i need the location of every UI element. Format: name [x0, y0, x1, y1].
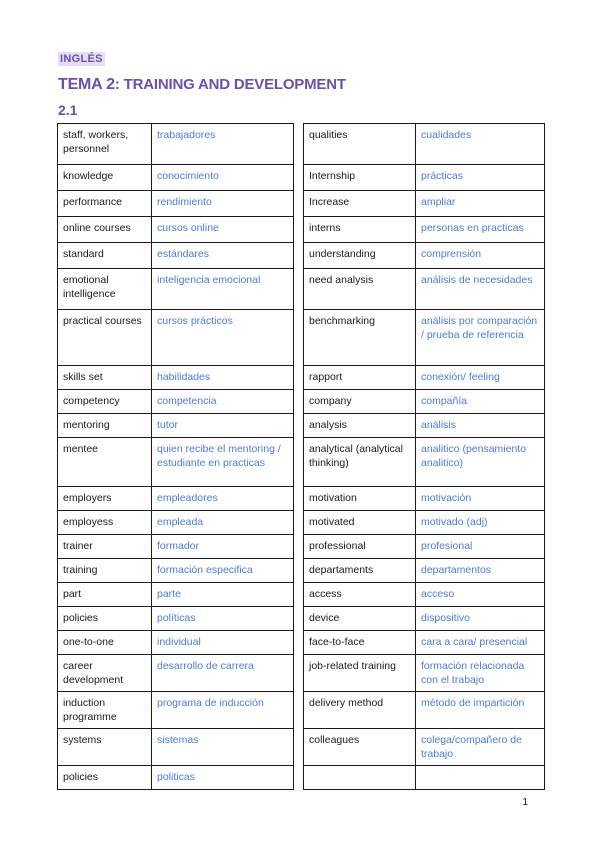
- vocab-row: [58, 414, 294, 438]
- english-term: departaments: [304, 559, 416, 583]
- english-term: competency: [58, 390, 152, 414]
- english-term: practical courses: [58, 310, 152, 366]
- spanish-translation: motivación: [416, 487, 545, 511]
- english-term: performance: [58, 191, 152, 217]
- vocab-row: [58, 191, 294, 217]
- english-term: analytical (analytical thinking): [304, 438, 416, 487]
- spanish-translation: cara a cara/ presencial: [416, 631, 545, 655]
- spanish-translation: prácticas: [416, 165, 545, 191]
- english-term: motivated: [304, 511, 416, 535]
- english-term: mentee: [58, 438, 152, 487]
- spanish-translation: desarrollo de carrera: [152, 655, 294, 692]
- english-term: company: [304, 390, 416, 414]
- vocab-row: [58, 535, 294, 559]
- spanish-translation: formador: [152, 535, 294, 559]
- spanish-translation: analitico (pensamiento analitico): [416, 438, 545, 487]
- vocab-row: [304, 165, 545, 191]
- spanish-translation: cursos prácticos: [152, 310, 294, 366]
- spanish-translation: cursos online: [152, 217, 294, 243]
- spanish-translation: conocimiento: [152, 165, 294, 191]
- english-term: policies: [58, 766, 152, 790]
- vocab-row: [304, 631, 545, 655]
- vocab-row: [304, 191, 545, 217]
- english-term: benchmarking: [304, 310, 416, 366]
- spanish-translation: método de impartición: [416, 692, 545, 729]
- spanish-translation: políticas: [152, 607, 294, 631]
- vocab-row: [58, 655, 294, 692]
- spanish-translation: politicas: [152, 766, 294, 790]
- spanish-translation: quien recibe el mentoring / estudiante en practicas: [152, 438, 294, 487]
- english-term: one-to-one: [58, 631, 152, 655]
- english-term: knowledge: [58, 165, 152, 191]
- spanish-translation: análisis: [416, 414, 545, 438]
- vocab-row: [58, 438, 294, 487]
- english-term: qualities: [304, 124, 416, 165]
- spanish-translation: sistemas: [152, 729, 294, 766]
- vocab-row: [304, 124, 545, 165]
- spanish-translation: programa de inducción: [152, 692, 294, 729]
- spanish-translation: individual: [152, 631, 294, 655]
- vocab-row: [304, 243, 545, 269]
- subject-label: INGLÉS: [60, 53, 103, 65]
- english-term: career development: [58, 655, 152, 692]
- page-number: 1: [522, 797, 528, 808]
- english-term: analysis: [304, 414, 416, 438]
- vocab-row: [58, 583, 294, 607]
- spanish-translation: departamentos: [416, 559, 545, 583]
- vocab-row: [58, 631, 294, 655]
- spanish-translation: análisis de necesidades: [416, 269, 545, 310]
- vocab-row: [304, 414, 545, 438]
- english-term: policies: [58, 607, 152, 631]
- english-term: systems: [58, 729, 152, 766]
- vocab-row: [304, 766, 545, 790]
- vocab-row: [58, 692, 294, 729]
- page-title: [58, 76, 346, 94]
- vocab-row: [58, 511, 294, 535]
- english-term: [304, 766, 416, 790]
- english-term: delivery method: [304, 692, 416, 729]
- vocab-row: [304, 729, 545, 766]
- spanish-translation: análisis por comparación / prueba de referencia: [416, 310, 545, 366]
- spanish-translation: estándares: [152, 243, 294, 269]
- english-term: rapport: [304, 366, 416, 390]
- vocab-row: [58, 729, 294, 766]
- spanish-translation: inteligencia emocional: [152, 269, 294, 310]
- english-term: job-related training: [304, 655, 416, 692]
- spanish-translation: habilidades: [152, 366, 294, 390]
- spanish-translation: motivado (adj): [416, 511, 545, 535]
- vocab-row: [58, 165, 294, 191]
- vocabulary-table-left: [57, 123, 294, 790]
- vocab-row: [58, 269, 294, 310]
- spanish-translation: rendimiento: [152, 191, 294, 217]
- spanish-translation: tutor: [152, 414, 294, 438]
- vocab-row: [58, 766, 294, 790]
- vocab-row: [304, 269, 545, 310]
- vocab-row: [58, 559, 294, 583]
- english-term: Increase: [304, 191, 416, 217]
- vocab-row: [58, 310, 294, 366]
- spanish-translation: comprensión: [416, 243, 545, 269]
- vocab-row: [304, 310, 545, 366]
- title-rest: : TRAINING AND DEVELOPMENT: [114, 76, 346, 93]
- english-term: mentoring: [58, 414, 152, 438]
- spanish-translation: empleada: [152, 511, 294, 535]
- spanish-translation: cualidades: [416, 124, 545, 165]
- english-term: skills set: [58, 366, 152, 390]
- english-term: employess: [58, 511, 152, 535]
- vocab-row: [58, 487, 294, 511]
- vocab-row: [58, 607, 294, 631]
- english-term: access: [304, 583, 416, 607]
- english-term: induction programme: [58, 692, 152, 729]
- section-number: 2.1: [58, 102, 78, 118]
- vocab-row: [304, 655, 545, 692]
- english-term: need analysis: [304, 269, 416, 310]
- vocab-row: [58, 390, 294, 414]
- title-lead: TEMA 2: [58, 76, 115, 93]
- vocab-row: [58, 217, 294, 243]
- spanish-translation: personas en practicas: [416, 217, 545, 243]
- vocab-row: [304, 583, 545, 607]
- english-term: training: [58, 559, 152, 583]
- english-term: device: [304, 607, 416, 631]
- english-term: trainer: [58, 535, 152, 559]
- spanish-translation: formación relacionada con el trabajo: [416, 655, 545, 692]
- english-term: understanding: [304, 243, 416, 269]
- english-term: emotional intelligence: [58, 269, 152, 310]
- vocab-row: [304, 438, 545, 487]
- spanish-translation: empleadores: [152, 487, 294, 511]
- spanish-translation: profesional: [416, 535, 545, 559]
- english-term: standard: [58, 243, 152, 269]
- english-term: online courses: [58, 217, 152, 243]
- english-term: face-to-face: [304, 631, 416, 655]
- vocab-row: [304, 692, 545, 729]
- vocab-row: [304, 511, 545, 535]
- spanish-translation: conexión/ feeling: [416, 366, 545, 390]
- spanish-translation: trabajadores: [152, 124, 294, 165]
- vocab-row: [304, 366, 545, 390]
- spanish-translation: compañía: [416, 390, 545, 414]
- spanish-translation: dispositivo: [416, 607, 545, 631]
- spanish-translation: acceso: [416, 583, 545, 607]
- vocab-row: [304, 607, 545, 631]
- spanish-translation: formación especifica: [152, 559, 294, 583]
- english-term: Internship: [304, 165, 416, 191]
- vocab-row: [304, 559, 545, 583]
- english-term: part: [58, 583, 152, 607]
- vocabulary-table-right: [303, 123, 545, 790]
- english-term: motivation: [304, 487, 416, 511]
- english-term: colleagues: [304, 729, 416, 766]
- vocab-row: [58, 124, 294, 165]
- spanish-translation: [416, 766, 545, 790]
- spanish-translation: ampliar: [416, 191, 545, 217]
- vocab-row: [304, 487, 545, 511]
- spanish-translation: colega/compañero de trabajo: [416, 729, 545, 766]
- spanish-translation: competencia: [152, 390, 294, 414]
- english-term: employers: [58, 487, 152, 511]
- vocab-row: [58, 243, 294, 269]
- vocab-row: [58, 366, 294, 390]
- vocab-row: [304, 217, 545, 243]
- vocab-row: [304, 390, 545, 414]
- english-term: professional: [304, 535, 416, 559]
- english-term: interns: [304, 217, 416, 243]
- english-term: staff, workers, personnel: [58, 124, 152, 165]
- vocab-row: [304, 535, 545, 559]
- spanish-translation: parte: [152, 583, 294, 607]
